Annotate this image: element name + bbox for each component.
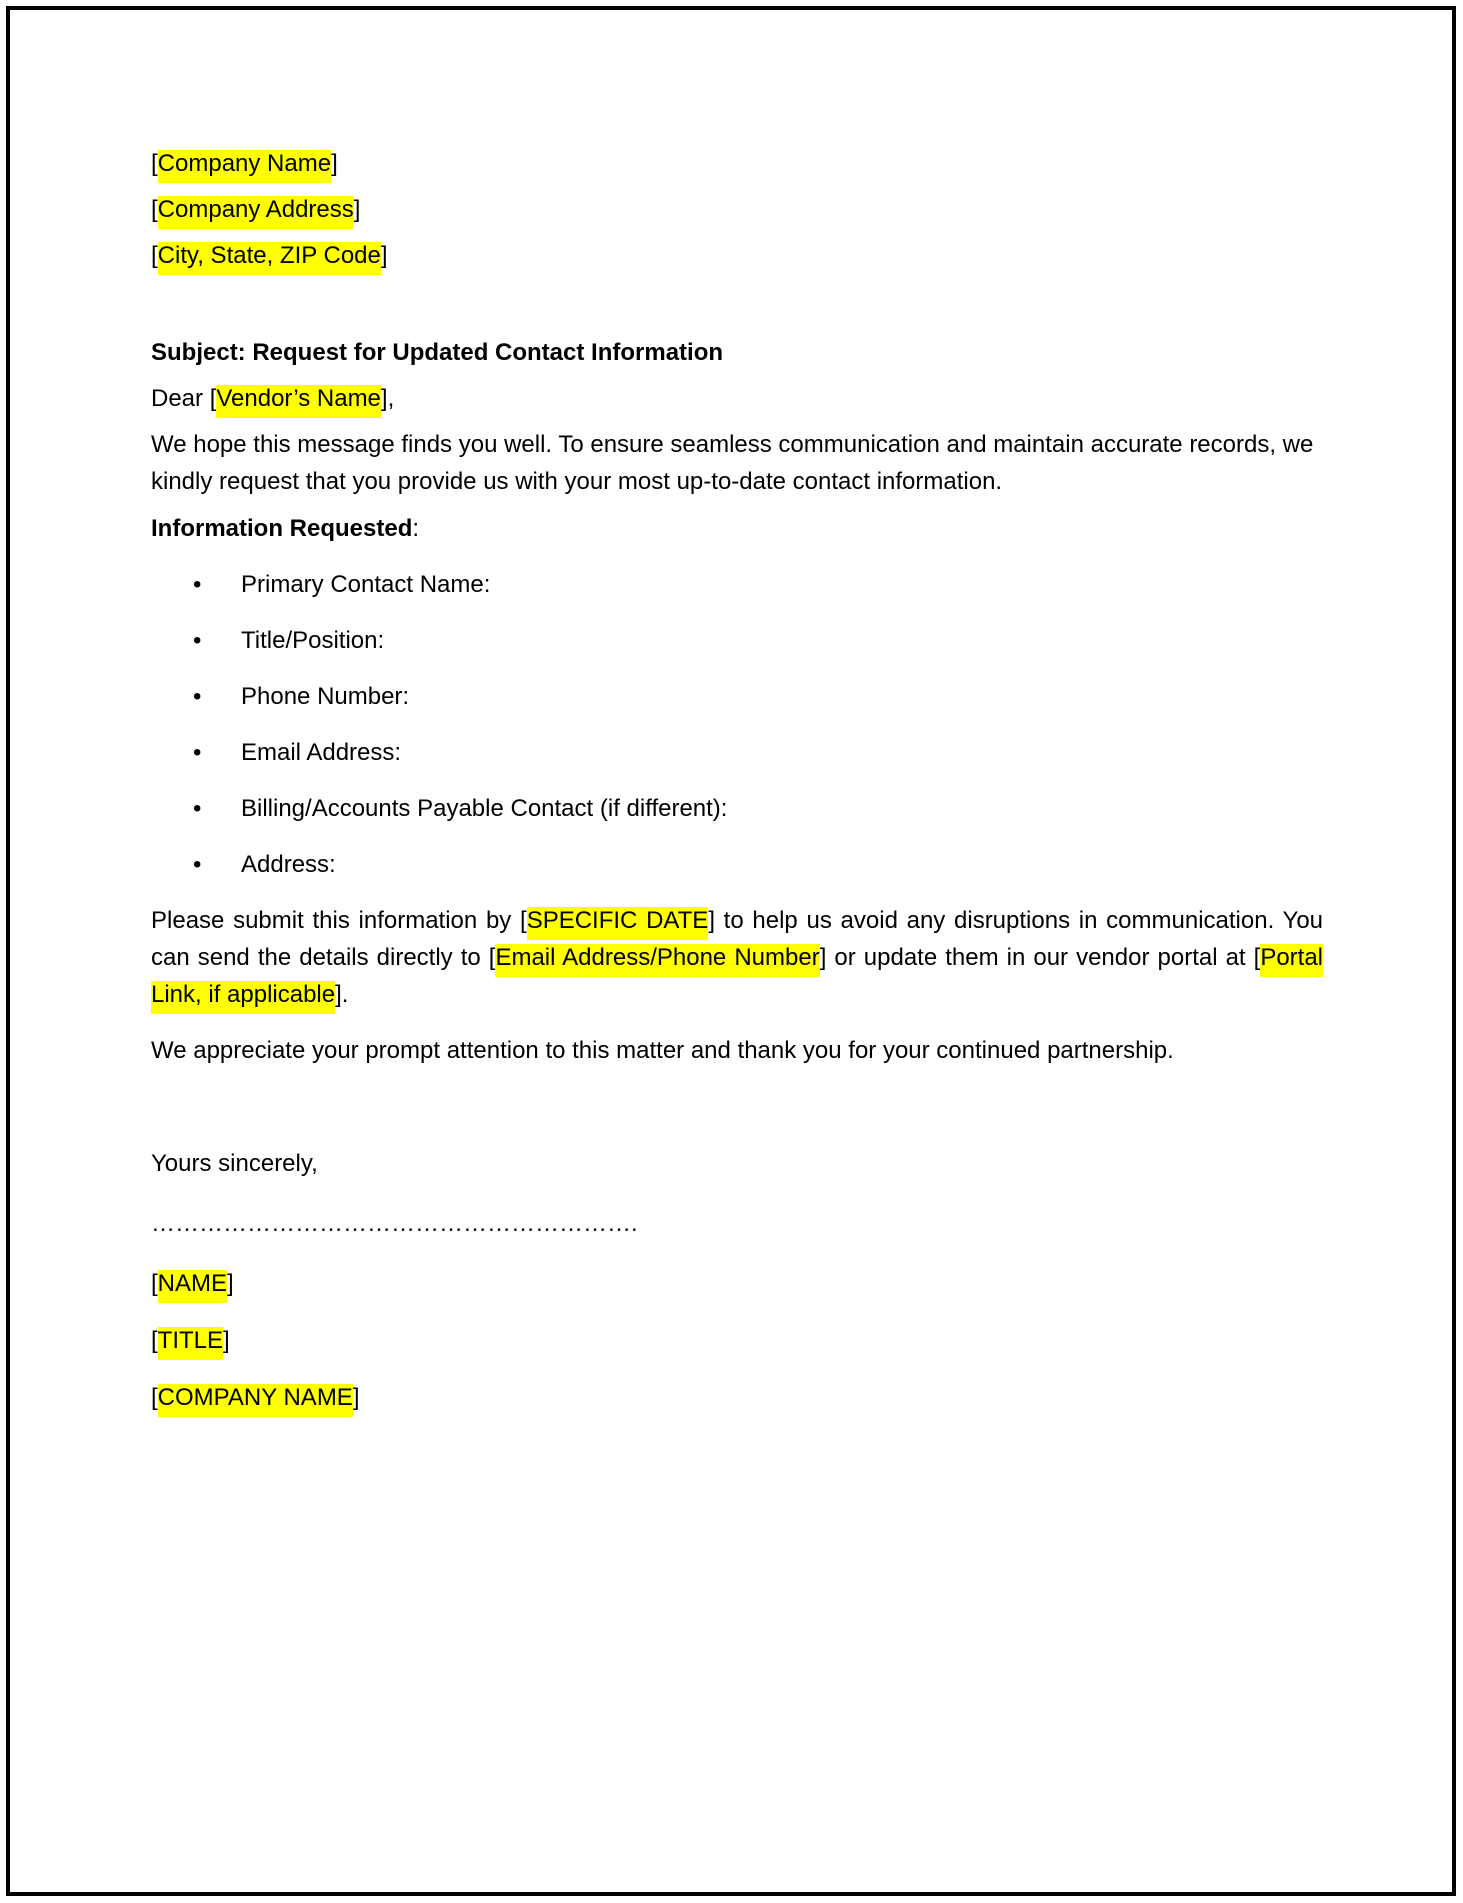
- city-state-zip-line: [City, State, ZIP Code]: [151, 237, 1323, 274]
- specific-date-placeholder: SPECIFIC DATE: [527, 907, 709, 940]
- list-item: • Address:: [151, 846, 1323, 883]
- portal-link-placeholder: Portal Link, if applicable: [151, 944, 1323, 1014]
- list-item: • Billing/Accounts Payable Contact (if different):: [151, 790, 1323, 827]
- sender-block: [151, 145, 1323, 274]
- submission-text-2: ] to help us avoid any disruptions in communication. You can send the details directly to [: [151, 907, 1324, 971]
- company-name-placeholder: Company Name: [158, 150, 331, 183]
- closing-line: Yours sincerely,: [151, 1150, 318, 1177]
- submission-text-1: Please submit this information by [: [151, 907, 527, 934]
- signature-block: [151, 1265, 1323, 1416]
- signer-title-placeholder: TITLE: [158, 1327, 223, 1360]
- signature-line: …………………………………………………….: [151, 1210, 638, 1237]
- submission-text-4: ].: [335, 981, 349, 1008]
- document-page: [6, 6, 1456, 1896]
- greeting-line: [151, 380, 1323, 417]
- list-item: • Email Address:: [151, 734, 1323, 771]
- info-list: [151, 566, 1323, 883]
- subject-line: Subject: Request for Updated Contact Information: [151, 339, 724, 366]
- list-item: • Title/Position:: [151, 622, 1323, 659]
- list-item: • Primary Contact Name:: [151, 566, 1323, 603]
- greeting-suffix: ],: [380, 385, 395, 412]
- signer-company-line: [COMPANY NAME]: [151, 1379, 1323, 1416]
- intro-paragraph: We hope this message finds you well. To ensure seamless communication and maintain accurate records, we kindly request that you provide us with your most up-to-date contact information.: [151, 431, 1314, 495]
- appreciation-paragraph: We appreciate your prompt attention to this matter and thank you for your continued partnership.: [151, 1037, 1174, 1064]
- signer-title-line: [TITLE]: [151, 1322, 1323, 1359]
- submission-text-3: ] or update them in our vendor portal at [: [819, 944, 1261, 971]
- signer-name-line: [NAME]: [151, 1265, 1323, 1302]
- info-heading-line: Information Requested:: [151, 515, 420, 542]
- vendor-name-placeholder: Vendor’s Name: [216, 385, 381, 418]
- signer-name-placeholder: NAME: [158, 1270, 227, 1303]
- list-item: • Phone Number:: [151, 678, 1323, 715]
- company-name-line: [Company Name]: [151, 145, 1323, 182]
- company-address-line: [Company Address]: [151, 191, 1323, 228]
- company-address-placeholder: Company Address: [158, 196, 354, 229]
- letter-body: [151, 145, 1323, 1416]
- signer-company-placeholder: COMPANY NAME: [158, 1384, 353, 1417]
- greeting-prefix: Dear [: [151, 385, 217, 412]
- submission-paragraph: [151, 902, 1323, 1013]
- info-heading: Information Requested: [151, 515, 413, 542]
- city-state-zip-placeholder: City, State, ZIP Code: [158, 242, 381, 275]
- email-phone-placeholder: Email Address/Phone Number: [495, 944, 819, 977]
